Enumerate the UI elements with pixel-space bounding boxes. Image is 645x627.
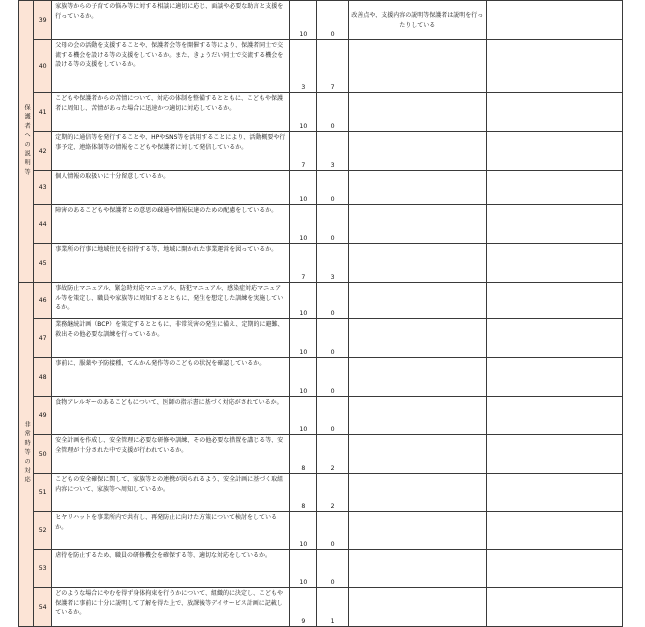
count-yes: 10 xyxy=(290,358,317,397)
item-number: 50 xyxy=(34,435,52,474)
count-yes: 10 xyxy=(290,171,317,205)
comment-cell xyxy=(348,319,486,358)
count-no: 3 xyxy=(317,244,348,283)
count-no: 0 xyxy=(317,205,348,244)
comment-cell: 改善点や、支援内容の説明等保護者は説明を行ったりしている xyxy=(348,1,486,40)
count-no: 1 xyxy=(317,588,348,627)
table-row xyxy=(19,40,623,93)
count-yes: 10 xyxy=(290,205,317,244)
comment-cell xyxy=(348,512,486,550)
table-row xyxy=(19,283,623,319)
comment-cell xyxy=(348,244,486,283)
item-number: 43 xyxy=(34,171,52,205)
count-no: 0 xyxy=(317,171,348,205)
count-no: 0 xyxy=(317,93,348,132)
comment-cell xyxy=(348,40,486,93)
extra-cell xyxy=(486,397,622,435)
table-row xyxy=(19,397,623,435)
comment-cell xyxy=(348,588,486,627)
item-text: 家族等からの子育ての悩み等に対する相談に適切に応じ、面談や必要な助言と支援を行っているか。 xyxy=(52,1,290,40)
extra-cell xyxy=(486,358,622,397)
count-no: 0 xyxy=(317,319,348,358)
extra-cell xyxy=(486,512,622,550)
extra-cell xyxy=(486,132,622,171)
table-row xyxy=(19,358,623,397)
item-text: 食物アレルギーのあるこどもについて、医師の指示書に基づく対応がされているか。 xyxy=(52,397,290,435)
item-number: 41 xyxy=(34,93,52,132)
item-number: 53 xyxy=(34,550,52,588)
item-number: 49 xyxy=(34,397,52,435)
comment-cell xyxy=(348,132,486,171)
count-yes: 10 xyxy=(290,550,317,588)
table-row xyxy=(19,132,623,171)
comment-cell xyxy=(348,550,486,588)
item-text: どのような場合にやむを得ず身体拘束を行うかについて、組織的に決定し、こどもや保護者に事前に十分に説明して了解を得た上で、放課後等デイサービス計画に記載しているか。 xyxy=(52,588,290,627)
item-text: 父母の会の活動を支援することや、保護者会等を開催する等により、保護者同士で交流する機会を設ける等の支援をしているか。また、きょうだい同士で交流する機会を設ける等の支援をしているか。 xyxy=(52,40,290,93)
table-row xyxy=(19,244,623,283)
extra-cell xyxy=(486,93,622,132)
comment-cell xyxy=(348,435,486,474)
item-number: 42 xyxy=(34,132,52,171)
item-number: 44 xyxy=(34,205,52,244)
item-text: 事業所の行事に地域住民を招待する等、地域に開かれた事業運営を図っているか。 xyxy=(52,244,290,283)
item-number: 48 xyxy=(34,358,52,397)
comment-cell xyxy=(348,474,486,512)
count-yes: 7 xyxy=(290,244,317,283)
table-row xyxy=(19,1,623,40)
item-number: 39 xyxy=(34,1,52,40)
count-no: 2 xyxy=(317,474,348,512)
item-text: 安全計画を作成し、安全管理に必要な研修や訓練、その他必要な措置を講じる等、安全管理が十分された中で支援が行われているか。 xyxy=(52,435,290,474)
count-no: 0 xyxy=(317,550,348,588)
item-number: 47 xyxy=(34,319,52,358)
table-row xyxy=(19,550,623,588)
count-no: 3 xyxy=(317,132,348,171)
category-cell xyxy=(19,1,34,283)
extra-cell xyxy=(486,588,622,627)
count-no: 2 xyxy=(317,435,348,474)
table-row xyxy=(19,319,623,358)
item-text: 定期的に通信等を発行することや、HPやSNS等を活用することにより、活動概要や行事予定、連絡体制等の情報をこどもや保護者に対して発信しているか。 xyxy=(52,132,290,171)
comment-cell xyxy=(348,283,486,319)
item-number: 52 xyxy=(34,512,52,550)
table-row xyxy=(19,474,623,512)
comment-cell xyxy=(348,171,486,205)
item-number: 46 xyxy=(34,283,52,319)
extra-cell xyxy=(486,474,622,512)
extra-cell xyxy=(486,40,622,93)
comment-cell xyxy=(348,358,486,397)
count-yes: 10 xyxy=(290,1,317,40)
item-number: 51 xyxy=(34,474,52,512)
count-no: 0 xyxy=(317,283,348,319)
count-yes: 9 xyxy=(290,588,317,627)
count-no: 7 xyxy=(317,40,348,93)
extra-cell xyxy=(486,171,622,205)
comment-cell xyxy=(348,205,486,244)
extra-cell xyxy=(486,435,622,474)
evaluation-table xyxy=(18,0,623,627)
table-row xyxy=(19,205,623,244)
item-number: 45 xyxy=(34,244,52,283)
item-text: 障害のあるこどもや保護者との意思の疎通や情報伝達のための配慮をしているか。 xyxy=(52,205,290,244)
count-no: 0 xyxy=(317,397,348,435)
item-number: 40 xyxy=(34,40,52,93)
category-cell xyxy=(19,283,34,627)
count-yes: 8 xyxy=(290,435,317,474)
item-text: 個人情報の取扱いに十分留意しているか。 xyxy=(52,171,290,205)
item-text: ヒヤリハットを事業所内で共有し、再発防止に向けた方策について検討をしているか。 xyxy=(52,512,290,550)
category-label: 保護者への説明等 xyxy=(23,103,31,178)
item-text: 虐待を防止するため、職員の研修機会を確保する等、適切な対応をしているか。 xyxy=(52,550,290,588)
item-text: こどもや保護者からの苦情について、対応の体制を整備するとともに、こどもや保護者に周知し、苦情があった場合に迅速かつ適切に対応しているか。 xyxy=(52,93,290,132)
count-yes: 10 xyxy=(290,319,317,358)
extra-cell xyxy=(486,1,622,40)
table-row xyxy=(19,588,623,627)
extra-cell xyxy=(486,283,622,319)
table-row xyxy=(19,93,623,132)
item-text: 事故防止マニュアル、緊急時対応マニュアル、防犯マニュアル、感染症対応マニュアル等を策定し、職員や家族等に周知するとともに、発生を想定した訓練を実施しているか。 xyxy=(52,283,290,319)
extra-cell xyxy=(486,550,622,588)
extra-cell xyxy=(486,319,622,358)
item-text: 事前に、服薬や予防接種、てんかん発作等のこどもの状況を確認しているか。 xyxy=(52,358,290,397)
comment-cell xyxy=(348,397,486,435)
count-no: 0 xyxy=(317,1,348,40)
count-yes: 7 xyxy=(290,132,317,171)
table-row xyxy=(19,435,623,474)
count-no: 0 xyxy=(317,358,348,397)
count-yes: 10 xyxy=(290,283,317,319)
table-row xyxy=(19,171,623,205)
comment-cell xyxy=(348,93,486,132)
extra-cell xyxy=(486,205,622,244)
item-text: こどもの安全確保に関して、家族等との連携が図られるよう、安全計画に基づく取組内容について、家族等へ周知しているか。 xyxy=(52,474,290,512)
count-yes: 10 xyxy=(290,512,317,550)
count-yes: 8 xyxy=(290,474,317,512)
count-yes: 10 xyxy=(290,93,317,132)
item-number: 54 xyxy=(34,588,52,627)
item-text: 業務継続計画（BCP）を策定するとともに、非常災害の発生に備え、定期的に避難、救出その他必要な訓練を行っているか。 xyxy=(52,319,290,358)
count-no: 0 xyxy=(317,512,348,550)
evaluation-sheet xyxy=(18,0,623,627)
count-yes: 3 xyxy=(290,40,317,93)
category-label: 非常時等の対応 xyxy=(23,421,31,486)
extra-cell xyxy=(486,244,622,283)
count-yes: 10 xyxy=(290,397,317,435)
table-row xyxy=(19,512,623,550)
